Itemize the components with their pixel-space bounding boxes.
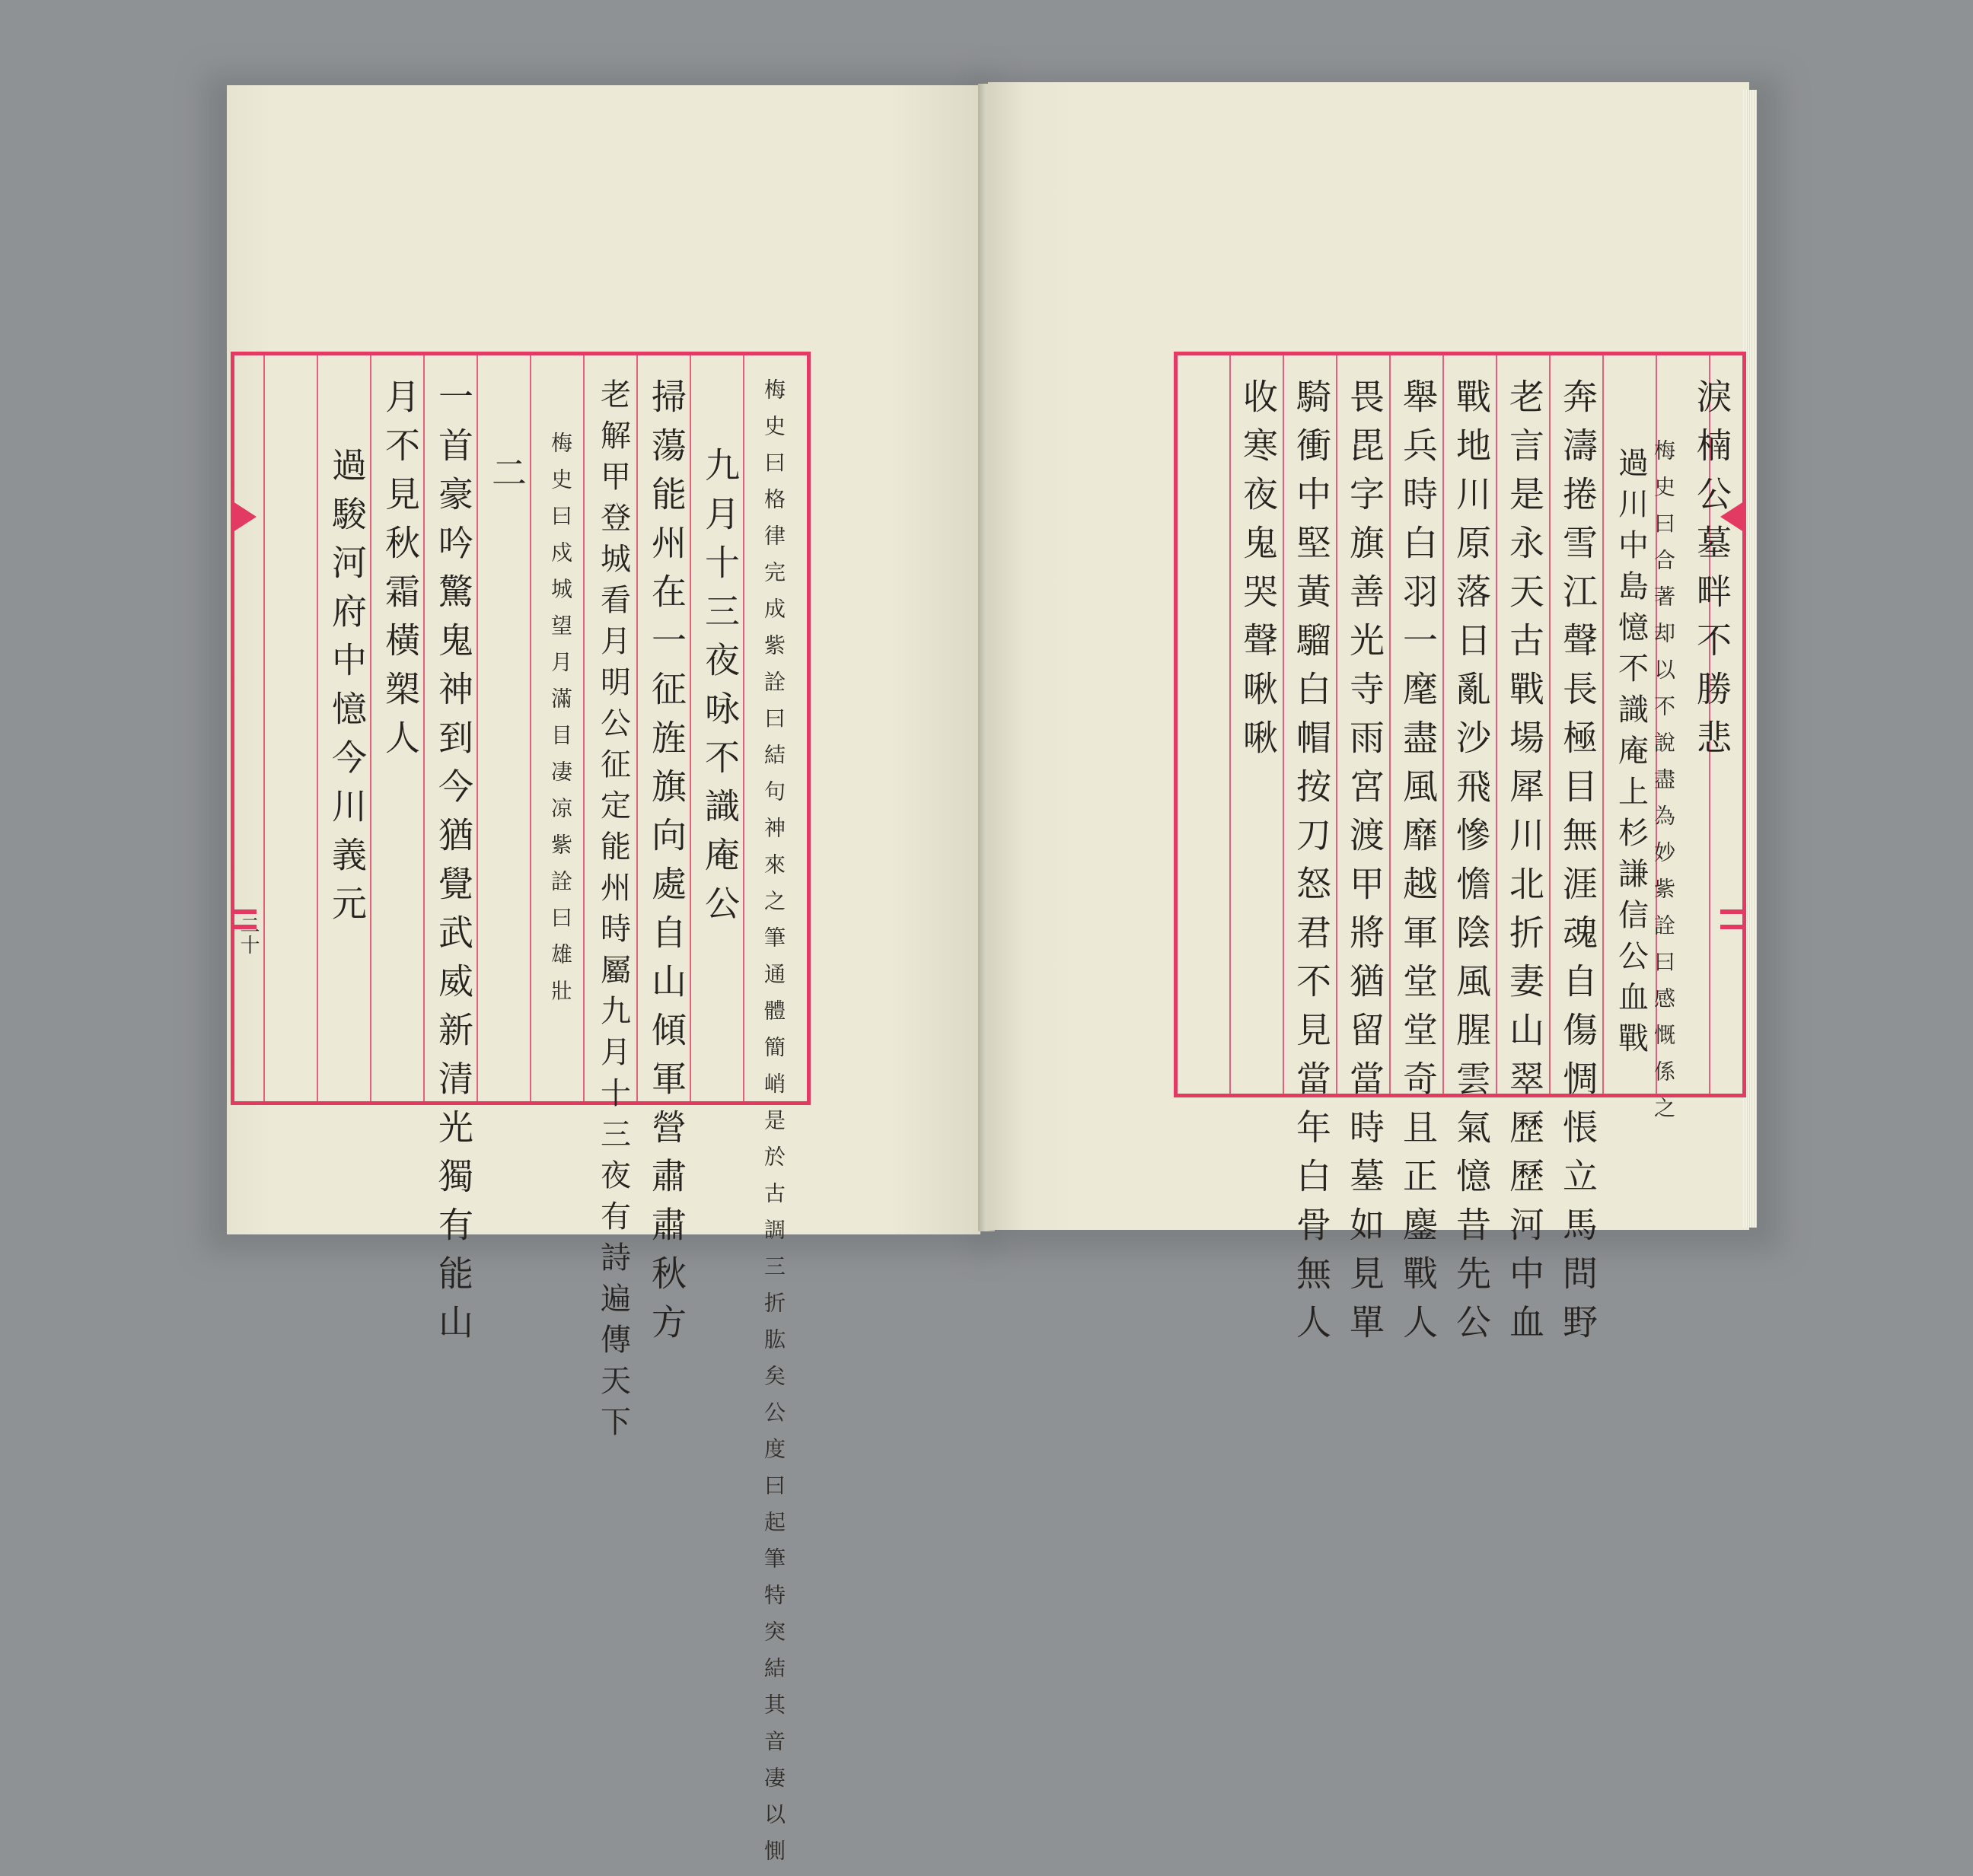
poem-line: 收寒夜鬼哭聲啾啾	[1238, 378, 1279, 768]
poem-title: 九月十三夜咏不識庵公	[700, 447, 741, 934]
poem-line: 畏毘字旗善光寺雨宮渡甲將猶留當時墓如見單	[1344, 378, 1385, 1352]
poem-line: 老言是永天古戰場犀川北折妻山翠歷歷河中血	[1504, 378, 1545, 1352]
right-page-frame	[1174, 352, 1746, 1352]
text-column-6	[484, 454, 530, 503]
text-column-3	[1608, 447, 1654, 1063]
text-column-5	[537, 432, 583, 1016]
text-column-1	[1689, 378, 1735, 768]
column-rule	[583, 355, 585, 1101]
text-column-4	[591, 378, 636, 1447]
poem-line: 騎衝中堅黃騮白帽按刀怒君不見當年白骨無人	[1291, 378, 1332, 1352]
commentary-text: 梅史曰格律完成紫詮曰結句神來之筆通體簡峭是於古調三折肱矣公度曰起筆特突結其音凄以惻	[761, 378, 786, 1876]
text-column-9	[1289, 378, 1334, 1352]
text-column-6	[1449, 378, 1494, 1352]
poem-line: 舉兵時白羽一麾盡風靡越軍堂堂奇且正鏖戰人	[1398, 378, 1439, 1352]
fishtail-mark-left	[231, 500, 257, 533]
poem-line: 掃蕩能州在一征旌旗向處自山傾軍營肅肅秋方	[646, 378, 687, 1352]
text-column-1	[751, 378, 796, 1876]
text-column-7	[1395, 378, 1441, 1352]
text-column-8	[378, 378, 423, 768]
commentary-text: 梅史曰合著却以不說盡為妙紫詮曰感慨係之	[1651, 439, 1676, 1133]
fishtail-bar-right-1	[1720, 909, 1746, 914]
poem-line: 奔濤捲雪江聲長極目無涯魂自傷惆悵立馬問野	[1557, 378, 1598, 1352]
column-rule	[636, 355, 638, 1101]
text-column-8	[1342, 378, 1388, 1352]
text-column-4	[1555, 378, 1601, 1352]
commentary-text: 梅史曰戍城望月滿目凄凉紫詮曰雄壯	[548, 432, 573, 1016]
fishtail-bar-right-2	[1720, 925, 1746, 929]
poem-line: 淚楠公墓畔不勝悲	[1691, 378, 1732, 768]
text-column-7	[431, 378, 477, 1352]
left-page-frame	[231, 352, 811, 1876]
section-number: 二	[486, 454, 528, 503]
page-number: 二十	[237, 915, 260, 954]
fishtail-bar-left-1	[231, 909, 257, 914]
column-rule	[263, 355, 265, 1101]
text-column-9	[324, 447, 370, 934]
column-rule	[1229, 355, 1231, 1094]
poem-line: 一首豪吟驚鬼神到今猶覺武威新清光獨有能山	[433, 378, 474, 1352]
text-column-10	[1235, 378, 1281, 768]
text-column-2	[697, 447, 743, 934]
column-rule	[317, 355, 318, 1101]
poem-title: 過川中島憶不識庵上杉謙信公血戰	[1613, 447, 1649, 1063]
poem-line: 老解甲登城看月明公征定能州時屬九月十三夜有詩遍傳天下	[595, 378, 631, 1447]
poem-title: 過駿河府中憶今川義元	[327, 447, 368, 934]
poem-line: 月不見秋霜橫槊人	[380, 378, 421, 768]
poem-line: 戰地川原落日亂沙飛慘憺陰風腥雲氣憶昔先公	[1451, 378, 1492, 1352]
text-column-3	[644, 378, 690, 1352]
text-column-5	[1502, 378, 1547, 1352]
